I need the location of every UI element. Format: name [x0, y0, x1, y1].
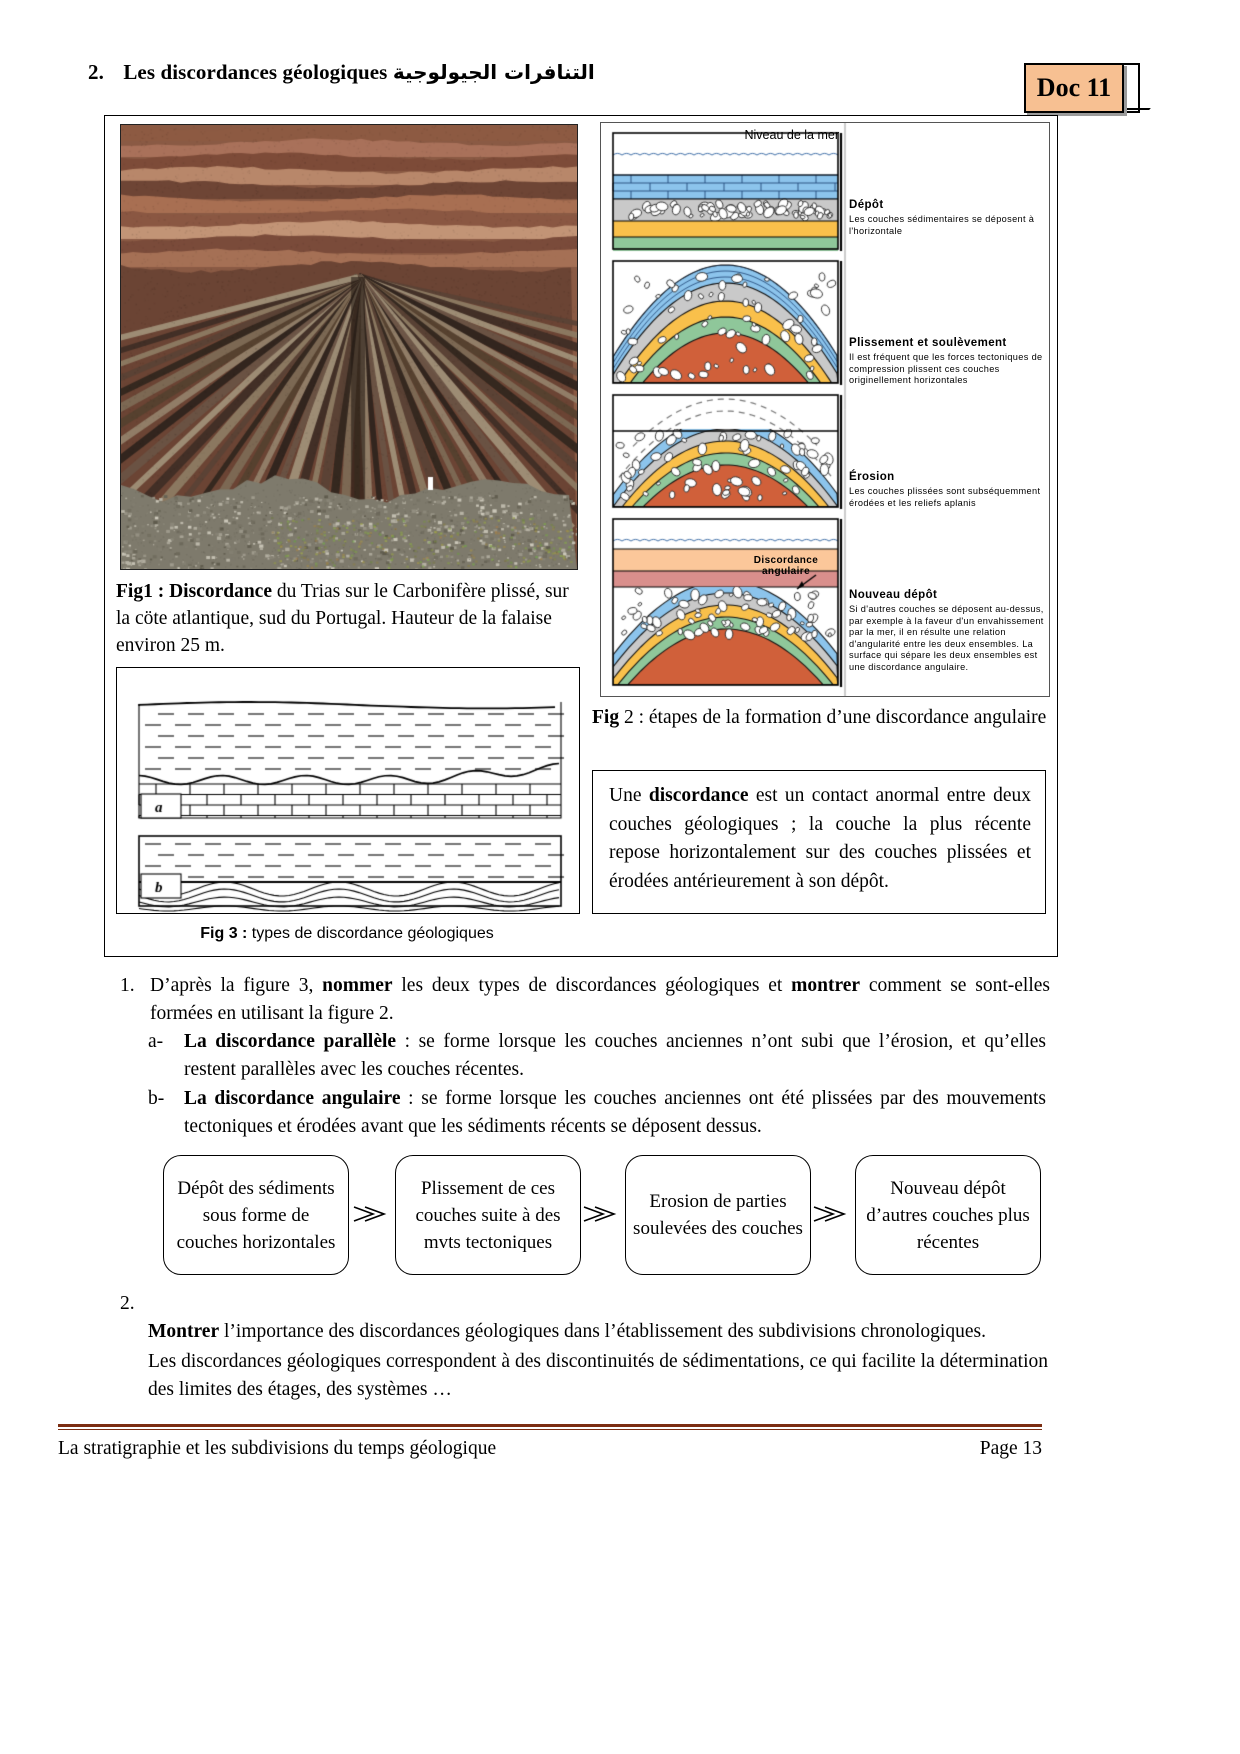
fig2-discordance-label-line2: angulaire	[761, 566, 811, 577]
footer	[58, 1438, 1042, 1460]
q2-term: Montrer	[148, 1321, 220, 1342]
fig2-caption	[592, 704, 1052, 731]
fig3-caption-rest: types de discordance géologiques	[247, 925, 494, 942]
fig3-caption-lead: Fig 3 :	[200, 925, 248, 942]
answer-b-label: b-	[148, 1088, 165, 1109]
footer-right: Page 13	[979, 1438, 1042, 1459]
fig2-stage-2-text	[849, 337, 1045, 387]
definition-keyword: discordance	[648, 785, 749, 806]
fig2-stage-1-title: Dépôt	[849, 199, 884, 211]
definition-part1: Une	[609, 785, 649, 806]
fig2-stage-4-desc: Si d'autres couches se déposent au-dessus, par exemple à la faveur d'un envahissement par la mer, il en résulte une relation d'angularité entre les deux ensembles. La surface qui sépare les deux ensembles est une discordance angulaire.	[849, 604, 1044, 672]
section-title-ar: التنافرات الجيولوجية	[392, 60, 595, 84]
fig1-caption	[116, 578, 578, 659]
definition-box	[592, 770, 1046, 914]
flow-arrow-2	[583, 1203, 625, 1225]
fig2-stage-3-title: Érosion	[849, 471, 895, 483]
answer-b-body	[184, 1085, 1046, 1141]
flow-arrow-3	[813, 1203, 855, 1225]
answer-a-text: : se forme lorsque les couches anciennes n’ont subi que l’érosion, et qu’elles restent parallèles avec les couches récentes.	[184, 1031, 1046, 1080]
section-number: 2.	[88, 60, 104, 84]
doc-badge: Doc 11	[1024, 63, 1124, 113]
answer-b-text: : se forme lorsque les couches anciennes ont été plissées par des mouvements tectoniques et érodées avant que les sédiments récents se déposent dessus.	[184, 1088, 1046, 1137]
fig2-stage-1-text	[849, 199, 1045, 237]
q1-text-d: montrer	[791, 975, 861, 996]
fig2-discordance-label	[731, 555, 841, 577]
fig2-sea-level-label	[721, 128, 839, 142]
page-title	[88, 60, 728, 85]
flowchart	[163, 1155, 1043, 1275]
question-1-body	[150, 972, 1050, 1028]
answer-a-term: La discordance parallèle	[184, 1031, 397, 1052]
answer-a	[148, 1028, 1046, 1084]
footer-rule-thin	[58, 1429, 1042, 1430]
flow-box-4: Nouveau dépôt d’autres couches plus récentes	[855, 1155, 1041, 1275]
question-2	[120, 1290, 1048, 1346]
flow-box-1: Dépôt des sédiments sous forme de couches horizontales	[163, 1155, 349, 1275]
q1-text-a: D’après la figure 3,	[150, 975, 323, 996]
fig2-stage-3-text	[849, 471, 1045, 509]
fig2-stage-3-desc: Les couches plissées sont subséquemment érodées et les reliefs aplanis	[849, 486, 1041, 508]
fig2-stage-2-desc: Il est fréquent que les forces tectoniques de compression plissent ces couches originellement horizontales	[849, 352, 1043, 385]
fig2-caption-rest: 2 : étapes de la formation d’une discordance angulaire	[619, 707, 1047, 728]
fig3-diagram	[116, 667, 580, 914]
q1-text-e: comment se sont-elles formées en utilisant la figure 2.	[150, 975, 1050, 1024]
footer-left: La stratigraphie et les subdivisions du temps géologique	[58, 1438, 497, 1459]
q2-text: l’importance des discordances géologiques dans l’établissement des subdivisions chronologiques.	[219, 1321, 986, 1342]
fig1-caption-lead: Fig1 : Discordance	[116, 581, 272, 602]
fig1-caption-rest: du Trias sur le Carbonifère plissé, sur la cöte atlantique, sud du Portugal. Hauteur de la falaise environ 25 m.	[116, 581, 569, 656]
fig2-caption-lead: Fig	[592, 707, 620, 728]
fig2-stage-1-desc: Les couches sédimentaires se déposent à l'horizontale	[849, 214, 1035, 236]
fig2-sea-level-text: Niveau de la mer	[744, 128, 839, 142]
answer-b-term: La discordance angulaire	[184, 1088, 401, 1109]
fig2-stage-4-title: Nouveau dépôt	[849, 589, 938, 601]
q1-text-c: les deux types de discordances géologiques et	[392, 975, 792, 996]
fig2-stage-2-title: Plissement et soulèvement	[849, 337, 1007, 349]
question-2-answer: Les discordances géologiques correspondent à des discontinuités de sédimentations, ce qui facilite la détermination des limites des étages, des systèmes …	[148, 1351, 1048, 1400]
fig3-caption	[116, 925, 578, 943]
fig2-diagram	[600, 122, 1050, 697]
fig2-discordance-label-line1: Discordance	[753, 555, 819, 566]
flow-box-3: Erosion de parties soulevées des couches	[625, 1155, 811, 1275]
flow-arrow-1	[353, 1203, 395, 1225]
flow-box-2: Plissement de ces couches suite à des mvts tectoniques	[395, 1155, 581, 1275]
answer-a-body	[184, 1028, 1046, 1084]
answer-a-label: a-	[148, 1031, 164, 1052]
footer-rule	[58, 1424, 1042, 1427]
section-title-fr: Les discordances géologiques	[123, 60, 388, 84]
question-2-label: 2.	[120, 1293, 135, 1314]
answer-b	[148, 1085, 1046, 1141]
q1-text-b: nommer	[322, 975, 393, 996]
fig1-photo	[120, 124, 578, 570]
fig2-stage-4-text	[849, 589, 1045, 673]
question-2-body	[148, 1318, 1048, 1346]
definition-part2: est un contact anormal entre deux couches géologiques ; la couche la plus récente repose horizontalement sur des couches plissées et érodées antérieurement à son dépôt.	[609, 785, 1031, 892]
question-1-label: 1.	[120, 975, 135, 996]
question-1	[120, 972, 1050, 1028]
